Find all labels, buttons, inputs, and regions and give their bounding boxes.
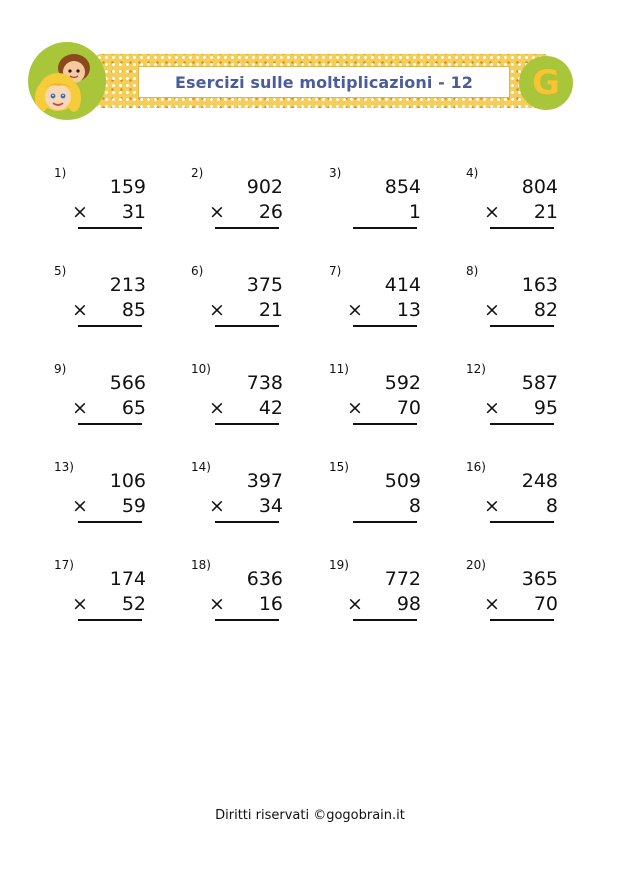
multiplicand: 159 (109, 176, 146, 198)
exercise-10 (191, 362, 311, 442)
times-sign: × (209, 397, 225, 419)
exercise-19 (329, 558, 449, 638)
exercise-number: 6) (191, 264, 204, 278)
exercise-number: 8) (466, 264, 479, 278)
exercise-number: 17) (54, 558, 74, 572)
multiplier: 98 (396, 593, 421, 615)
exercise-number: 18) (191, 558, 211, 572)
exercise-number: 15) (329, 460, 349, 474)
exercise-number: 16) (466, 460, 486, 474)
times-sign: × (347, 593, 363, 615)
multiplicand: 592 (384, 372, 421, 394)
answer-line (353, 227, 417, 229)
exercise-8 (466, 264, 586, 344)
times-sign: × (484, 201, 500, 223)
times-sign: × (484, 397, 500, 419)
answer-line (490, 521, 554, 523)
exercise-9 (54, 362, 174, 442)
times-sign: × (72, 397, 88, 419)
exercise-13 (54, 460, 174, 540)
multiplier: 70 (533, 593, 558, 615)
g-logo (519, 56, 573, 110)
times-sign: × (347, 397, 363, 419)
multiplier: 8 (408, 495, 421, 517)
answer-line (78, 227, 142, 229)
multiplier: 95 (533, 397, 558, 419)
times-sign: × (484, 299, 500, 321)
kids-illustration-icon (28, 42, 106, 120)
exercise-18 (191, 558, 311, 638)
multiplier: 8 (545, 495, 558, 517)
multiplicand: 587 (521, 372, 558, 394)
multiplier: 70 (396, 397, 421, 419)
answer-line (490, 227, 554, 229)
multiplier: 21 (258, 299, 283, 321)
exercise-number: 2) (191, 166, 204, 180)
times-sign: × (72, 299, 88, 321)
multiplicand: 163 (521, 274, 558, 296)
multiplicand: 636 (246, 568, 283, 590)
answer-line (490, 423, 554, 425)
times-sign: × (72, 201, 88, 223)
multiplicand: 738 (246, 372, 283, 394)
multiplier: 85 (121, 299, 146, 321)
answer-line (215, 423, 279, 425)
exercise-3 (329, 166, 449, 246)
title-box (138, 66, 510, 98)
multiplier: 52 (121, 593, 146, 615)
multiplicand: 365 (521, 568, 558, 590)
times-sign: × (209, 299, 225, 321)
answer-line (215, 227, 279, 229)
multiplicand: 375 (246, 274, 283, 296)
multiplier: 82 (533, 299, 558, 321)
multiplicand: 509 (384, 470, 421, 492)
multiplier: 34 (258, 495, 283, 517)
exercise-number: 11) (329, 362, 349, 376)
exercise-14 (191, 460, 311, 540)
answer-line (353, 325, 417, 327)
answer-line (215, 521, 279, 523)
exercise-number: 4) (466, 166, 479, 180)
times-sign: × (484, 495, 500, 517)
times-sign: × (209, 593, 225, 615)
multiplicand: 213 (109, 274, 146, 296)
exercise-number: 20) (466, 558, 486, 572)
answer-line (490, 325, 554, 327)
g-letter: G (532, 63, 560, 103)
multiplier: 42 (258, 397, 283, 419)
answer-line (78, 423, 142, 425)
multiplicand: 566 (109, 372, 146, 394)
exercise-16 (466, 460, 586, 540)
multiplicand: 414 (384, 274, 421, 296)
exercise-number: 9) (54, 362, 67, 376)
exercise-1 (54, 166, 174, 246)
answer-line (353, 521, 417, 523)
multiplicand: 902 (246, 176, 283, 198)
exercise-number: 13) (54, 460, 74, 474)
answer-line (78, 325, 142, 327)
exercise-number: 12) (466, 362, 486, 376)
times-sign: × (209, 201, 225, 223)
multiplicand: 854 (384, 176, 421, 198)
exercise-7 (329, 264, 449, 344)
times-sign: × (72, 495, 88, 517)
multiplicand: 174 (109, 568, 146, 590)
multiplier: 26 (258, 201, 283, 223)
exercise-6 (191, 264, 311, 344)
times-sign: × (72, 593, 88, 615)
page-title: Esercizi sulle moltiplicazioni - 12 (174, 72, 474, 92)
exercise-number: 3) (329, 166, 342, 180)
exercise-12 (466, 362, 586, 442)
exercise-number: 14) (191, 460, 211, 474)
times-sign: × (484, 593, 500, 615)
copyright-footer: Diritti riservati ©gogobrain.it (215, 808, 405, 823)
multiplier: 65 (121, 397, 146, 419)
answer-line (78, 521, 142, 523)
exercise-number: 1) (54, 166, 67, 180)
multiplicand: 804 (521, 176, 558, 198)
multiplicand: 106 (109, 470, 146, 492)
exercise-11 (329, 362, 449, 442)
multiplicand: 248 (521, 470, 558, 492)
exercise-15 (329, 460, 449, 540)
exercise-2 (191, 166, 311, 246)
exercise-number: 7) (329, 264, 342, 278)
multiplier: 16 (258, 593, 283, 615)
exercise-number: 5) (54, 264, 67, 278)
answer-line (78, 619, 142, 621)
answer-line (353, 423, 417, 425)
exercise-number: 19) (329, 558, 349, 572)
exercise-4 (466, 166, 586, 246)
exercise-20 (466, 558, 586, 638)
exercise-17 (54, 558, 174, 638)
answer-line (353, 619, 417, 621)
kids-logo (28, 42, 106, 120)
exercise-5 (54, 264, 174, 344)
answer-line (215, 619, 279, 621)
multiplier: 21 (533, 201, 558, 223)
multiplicand: 397 (246, 470, 283, 492)
answer-line (490, 619, 554, 621)
times-sign: × (209, 495, 225, 517)
answer-line (215, 325, 279, 327)
times-sign: × (347, 299, 363, 321)
multiplicand: 772 (384, 568, 421, 590)
multiplier: 31 (121, 201, 146, 223)
exercise-number: 10) (191, 362, 211, 376)
multiplier: 59 (121, 495, 146, 517)
multiplier: 1 (408, 201, 421, 223)
multiplier: 13 (396, 299, 421, 321)
